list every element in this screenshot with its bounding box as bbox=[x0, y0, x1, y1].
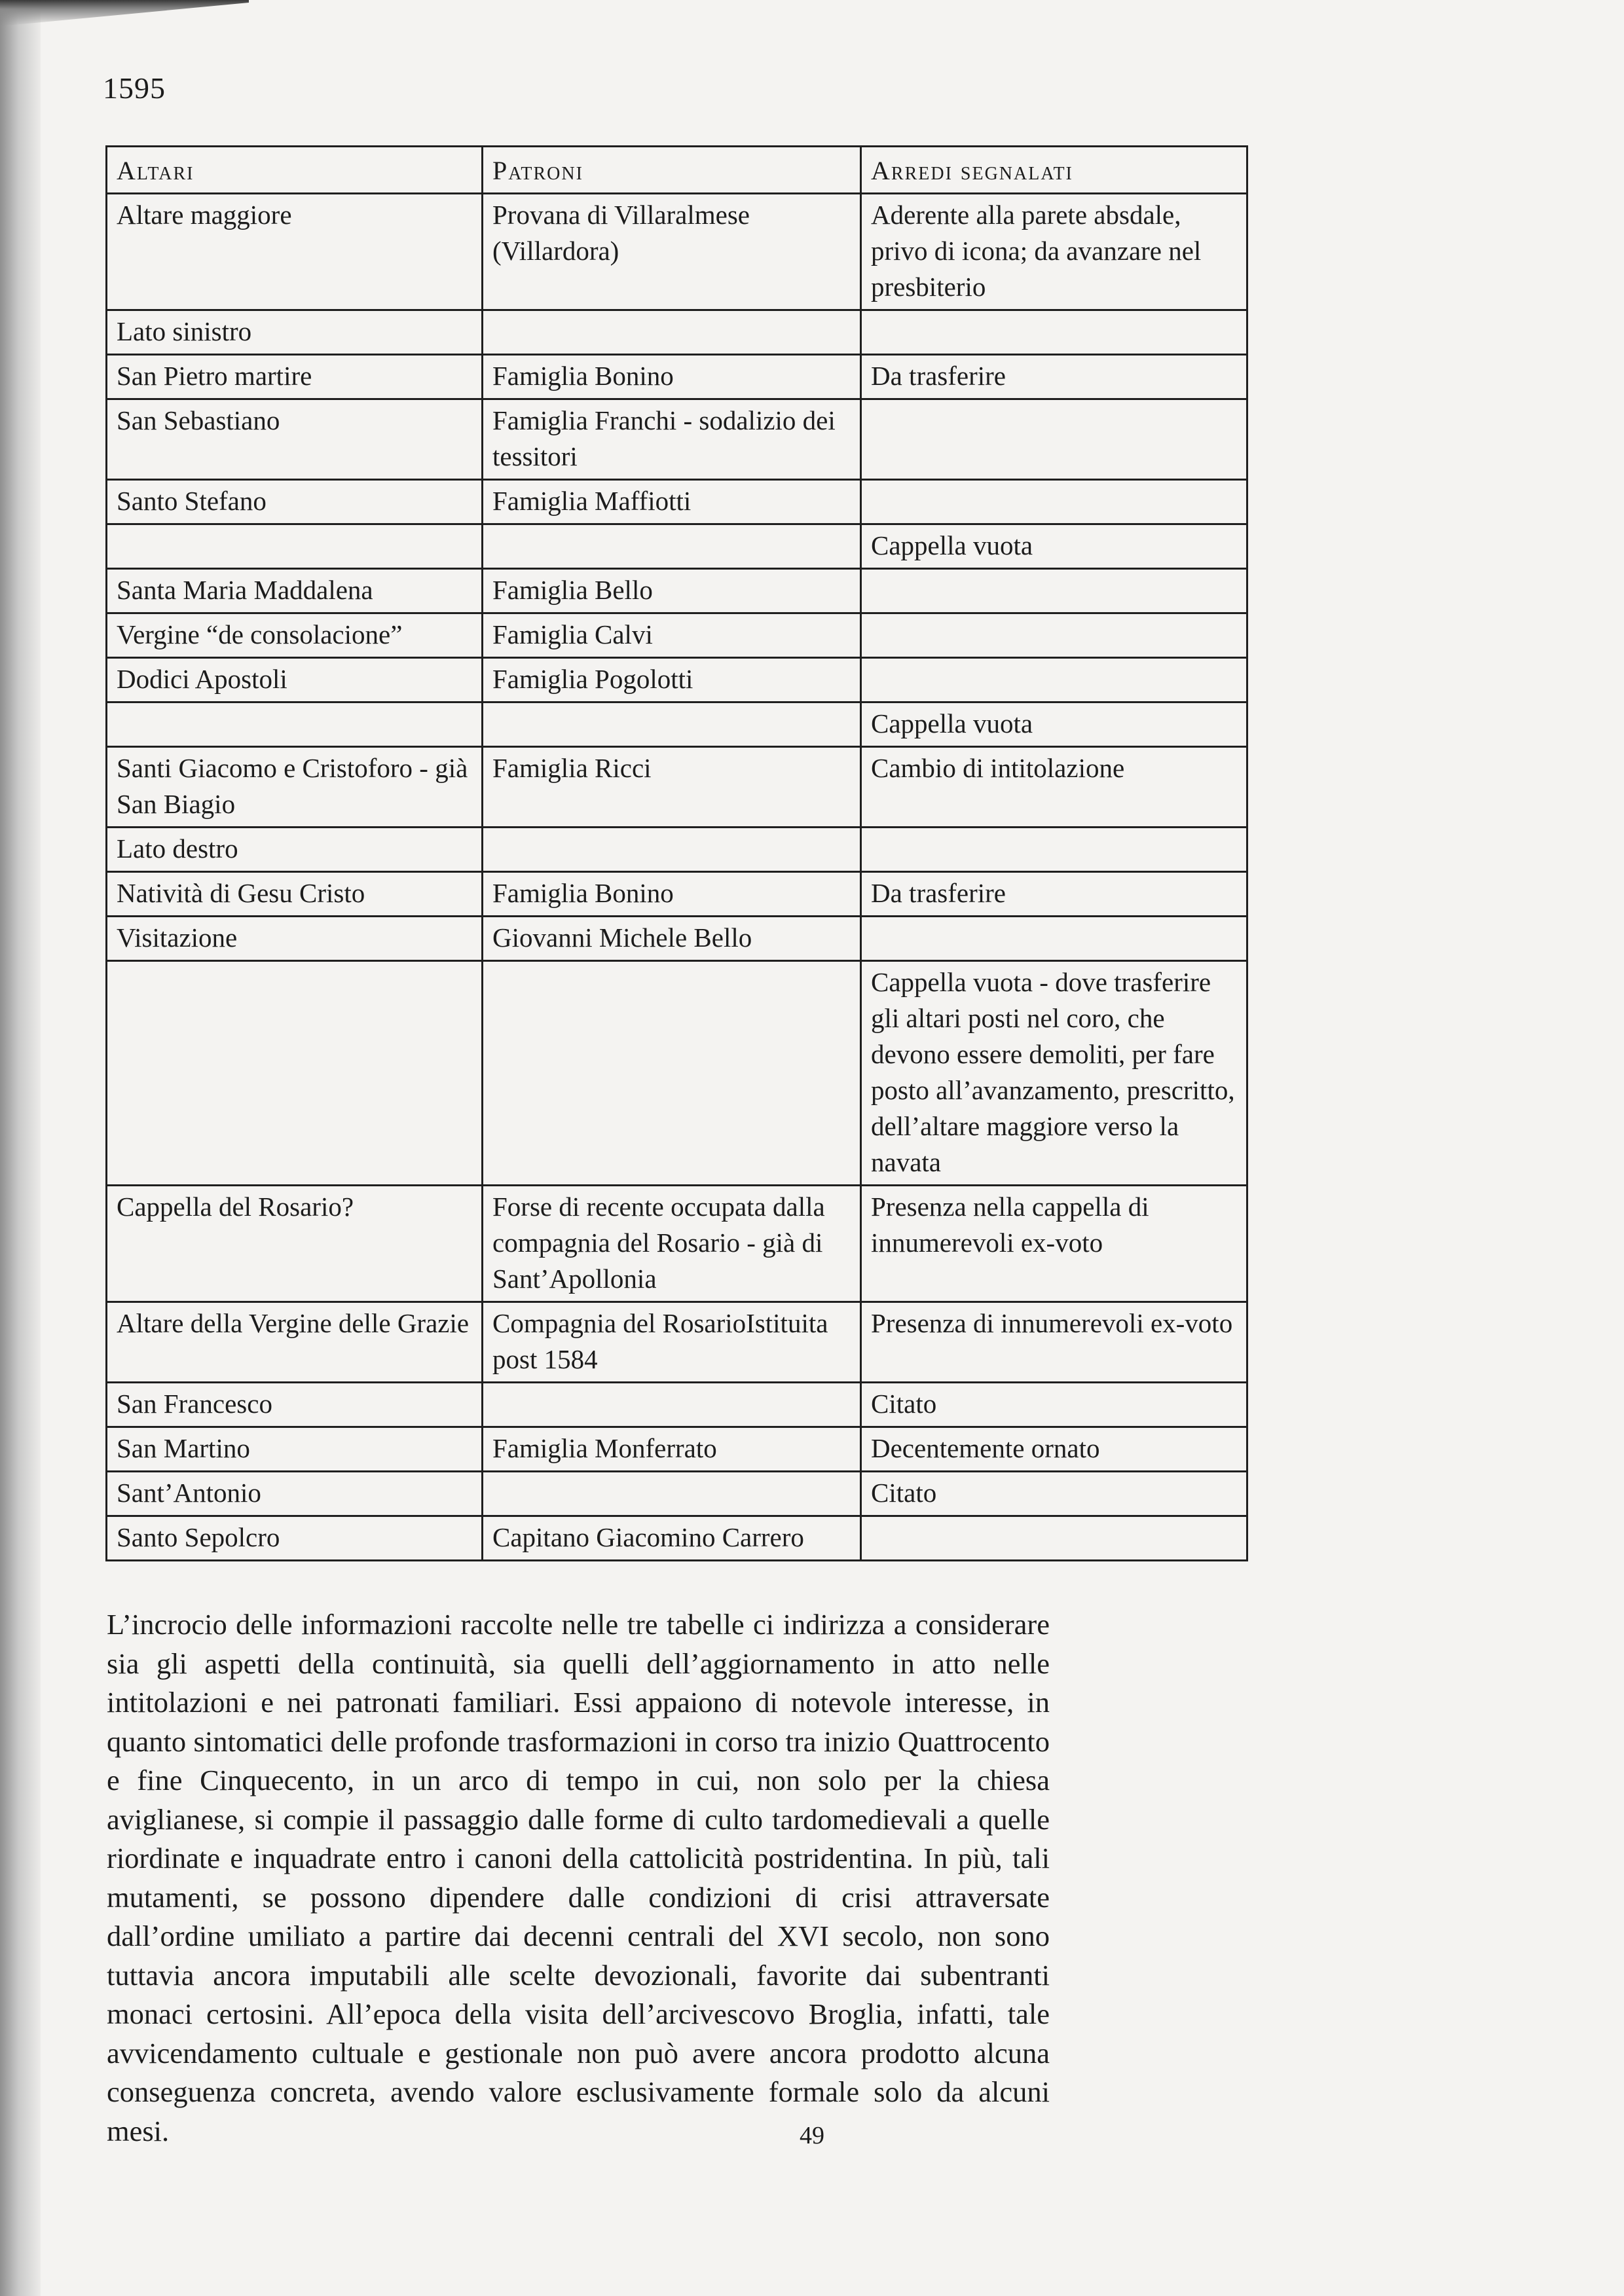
running-header-year: 1595 bbox=[103, 71, 166, 105]
table-row bbox=[107, 524, 1247, 569]
patroni-cell: Famiglia Pogolotti bbox=[483, 658, 861, 702]
altare-cell: Santa Maria Maddalena bbox=[107, 569, 483, 613]
patroni-cell: Famiglia Maffiotti bbox=[483, 480, 861, 524]
table-row bbox=[107, 1472, 1247, 1516]
arredi-cell: Da trasferire bbox=[861, 355, 1247, 399]
table-row bbox=[107, 399, 1247, 480]
header-altari: Altari bbox=[107, 147, 483, 194]
patroni-cell: Forse di recente occupata dalla compagnia del Rosario - già di Sant’Apollonia bbox=[483, 1186, 861, 1302]
altare-cell: Visitazione bbox=[107, 917, 483, 961]
arredi-cell bbox=[861, 658, 1247, 702]
arredi-cell: Citato bbox=[861, 1383, 1247, 1427]
altare-cell: Altare della Vergine delle Grazie bbox=[107, 1302, 483, 1383]
altare-cell: Natività di Gesu Cristo bbox=[107, 872, 483, 917]
table-row bbox=[107, 872, 1247, 917]
altare-cell bbox=[107, 702, 483, 747]
patroni-cell bbox=[483, 1472, 861, 1516]
header-patroni: Patroni bbox=[483, 147, 861, 194]
patroni-cell bbox=[483, 702, 861, 747]
table-row bbox=[107, 917, 1247, 961]
arredi-cell: Cappella vuota bbox=[861, 524, 1247, 569]
table-row bbox=[107, 1427, 1247, 1472]
table-row bbox=[107, 1186, 1247, 1302]
patroni-cell bbox=[483, 961, 861, 1186]
arredi-cell bbox=[861, 917, 1247, 961]
altare-cell: San Sebastiano bbox=[107, 399, 483, 480]
patroni-cell bbox=[483, 1383, 861, 1427]
altare-cell: Lato destro bbox=[107, 828, 483, 872]
table-row bbox=[107, 961, 1247, 1186]
altare-cell: Altare maggiore bbox=[107, 194, 483, 310]
table-row bbox=[107, 310, 1247, 355]
patroni-cell bbox=[483, 524, 861, 569]
table-row bbox=[107, 1383, 1247, 1427]
patroni-cell: Famiglia Bello bbox=[483, 569, 861, 613]
patroni-cell: Compagnia del RosarioIstituita post 1584 bbox=[483, 1302, 861, 1383]
arredi-cell bbox=[861, 828, 1247, 872]
patroni-cell: Famiglia Bonino bbox=[483, 872, 861, 917]
altare-cell: Santi Giacomo e Cristoforo - già San Biagio bbox=[107, 747, 483, 828]
table-row bbox=[107, 658, 1247, 702]
patroni-cell: Famiglia Ricci bbox=[483, 747, 861, 828]
patroni-cell: Famiglia Calvi bbox=[483, 613, 861, 658]
table-row bbox=[107, 569, 1247, 613]
book-binding-shadow bbox=[0, 0, 41, 2296]
table-row bbox=[107, 355, 1247, 399]
altare-cell: Cappella del Rosario? bbox=[107, 1186, 483, 1302]
arredi-cell: Aderente alla parete absdale, privo di icona; da avanzare nel presbiterio bbox=[861, 194, 1247, 310]
table-row bbox=[107, 1302, 1247, 1383]
patroni-cell: Famiglia Bonino bbox=[483, 355, 861, 399]
table-row bbox=[107, 480, 1247, 524]
arredi-cell bbox=[861, 613, 1247, 658]
patroni-cell: Giovanni Michele Bello bbox=[483, 917, 861, 961]
table-row bbox=[107, 194, 1247, 310]
table-header-row bbox=[107, 147, 1247, 194]
arredi-cell: Da trasferire bbox=[861, 872, 1247, 917]
arredi-cell: Cappella vuota bbox=[861, 702, 1247, 747]
patroni-cell bbox=[483, 828, 861, 872]
table-row bbox=[107, 747, 1247, 828]
altare-cell bbox=[107, 961, 483, 1186]
altare-cell bbox=[107, 524, 483, 569]
page-number: 49 bbox=[800, 2122, 824, 2149]
arredi-cell bbox=[861, 1516, 1247, 1561]
arredi-cell bbox=[861, 480, 1247, 524]
altare-cell: Sant’Antonio bbox=[107, 1472, 483, 1516]
arredi-cell: Cappella vuota - dove trasferire gli altari posti nel coro, che devono essere demoliti, per fare posto all’avanzamento, prescritto, dell’altare maggiore verso la navata bbox=[861, 961, 1247, 1186]
patroni-cell: Famiglia Monferrato bbox=[483, 1427, 861, 1472]
altare-cell: San Martino bbox=[107, 1427, 483, 1472]
arredi-cell bbox=[861, 310, 1247, 355]
table-row bbox=[107, 828, 1247, 872]
patroni-cell: Famiglia Franchi - sodalizio dei tessitori bbox=[483, 399, 861, 480]
altare-cell: Dodici Apostoli bbox=[107, 658, 483, 702]
patroni-cell bbox=[483, 310, 861, 355]
arredi-cell: Citato bbox=[861, 1472, 1247, 1516]
altare-cell: San Francesco bbox=[107, 1383, 483, 1427]
arredi-cell: Presenza nella cappella di innumerevoli ex-voto bbox=[861, 1186, 1247, 1302]
patroni-cell: Capitano Giacomino Carrero bbox=[483, 1516, 861, 1561]
table-row bbox=[107, 1516, 1247, 1561]
page-corner-shadow bbox=[0, 0, 249, 26]
altare-cell: Santo Sepolcro bbox=[107, 1516, 483, 1561]
arredi-cell: Presenza di innumerevoli ex-voto bbox=[861, 1302, 1247, 1383]
arredi-cell bbox=[861, 569, 1247, 613]
table-row bbox=[107, 613, 1247, 658]
arredi-cell: Decentemente ornato bbox=[861, 1427, 1247, 1472]
altare-cell: Santo Stefano bbox=[107, 480, 483, 524]
table-row bbox=[107, 702, 1247, 747]
altare-cell: San Pietro martire bbox=[107, 355, 483, 399]
altars-table bbox=[105, 145, 1248, 1561]
body-paragraph: L’incrocio delle informazioni raccolte nelle tre tabelle ci indirizza a considerare sia gli aspetti della continuità, sia quelli dell’aggiornamento in atto nelle intitolazioni e nei patronati familiari. Essi appaiono di notevole interesse, in quanto sintomatici delle profonde trasformazioni in corso tra inizio Quattrocento e fine Cinquecento, in un arco di tempo in cui, non solo per la chiesa aviglianese, si compie il passaggio dalle forme di culto tardomedievali a quelle riordinate e inquadrate entro i canoni della cattolicità postridentina. In più, tali mutamenti, se possono dipendere dalle condizioni di crisi attraversate dall’ordine umiliato a partire dai decenni centrali del XVI secolo, non sono tuttavia ancora imputabili alle scelte devozionali, favorite dai subentranti monaci certosini. All’epoca della visita dell’arcivescovo Broglia, infatti, tale avvicendamento cultuale e gestionale non può avere ancora prodotto alcuna conseguenza concreta, avendo valore esclusivamente formale solo da alcuni mesi. bbox=[107, 1608, 1050, 2147]
patroni-cell: Provana di Villaralmese (Villardora) bbox=[483, 194, 861, 310]
altare-cell: Vergine “de consolacione” bbox=[107, 613, 483, 658]
header-arredi: Arredi segnalati bbox=[861, 147, 1247, 194]
arredi-cell bbox=[861, 399, 1247, 480]
arredi-cell: Cambio di intitolazione bbox=[861, 747, 1247, 828]
altare-cell: Lato sinistro bbox=[107, 310, 483, 355]
